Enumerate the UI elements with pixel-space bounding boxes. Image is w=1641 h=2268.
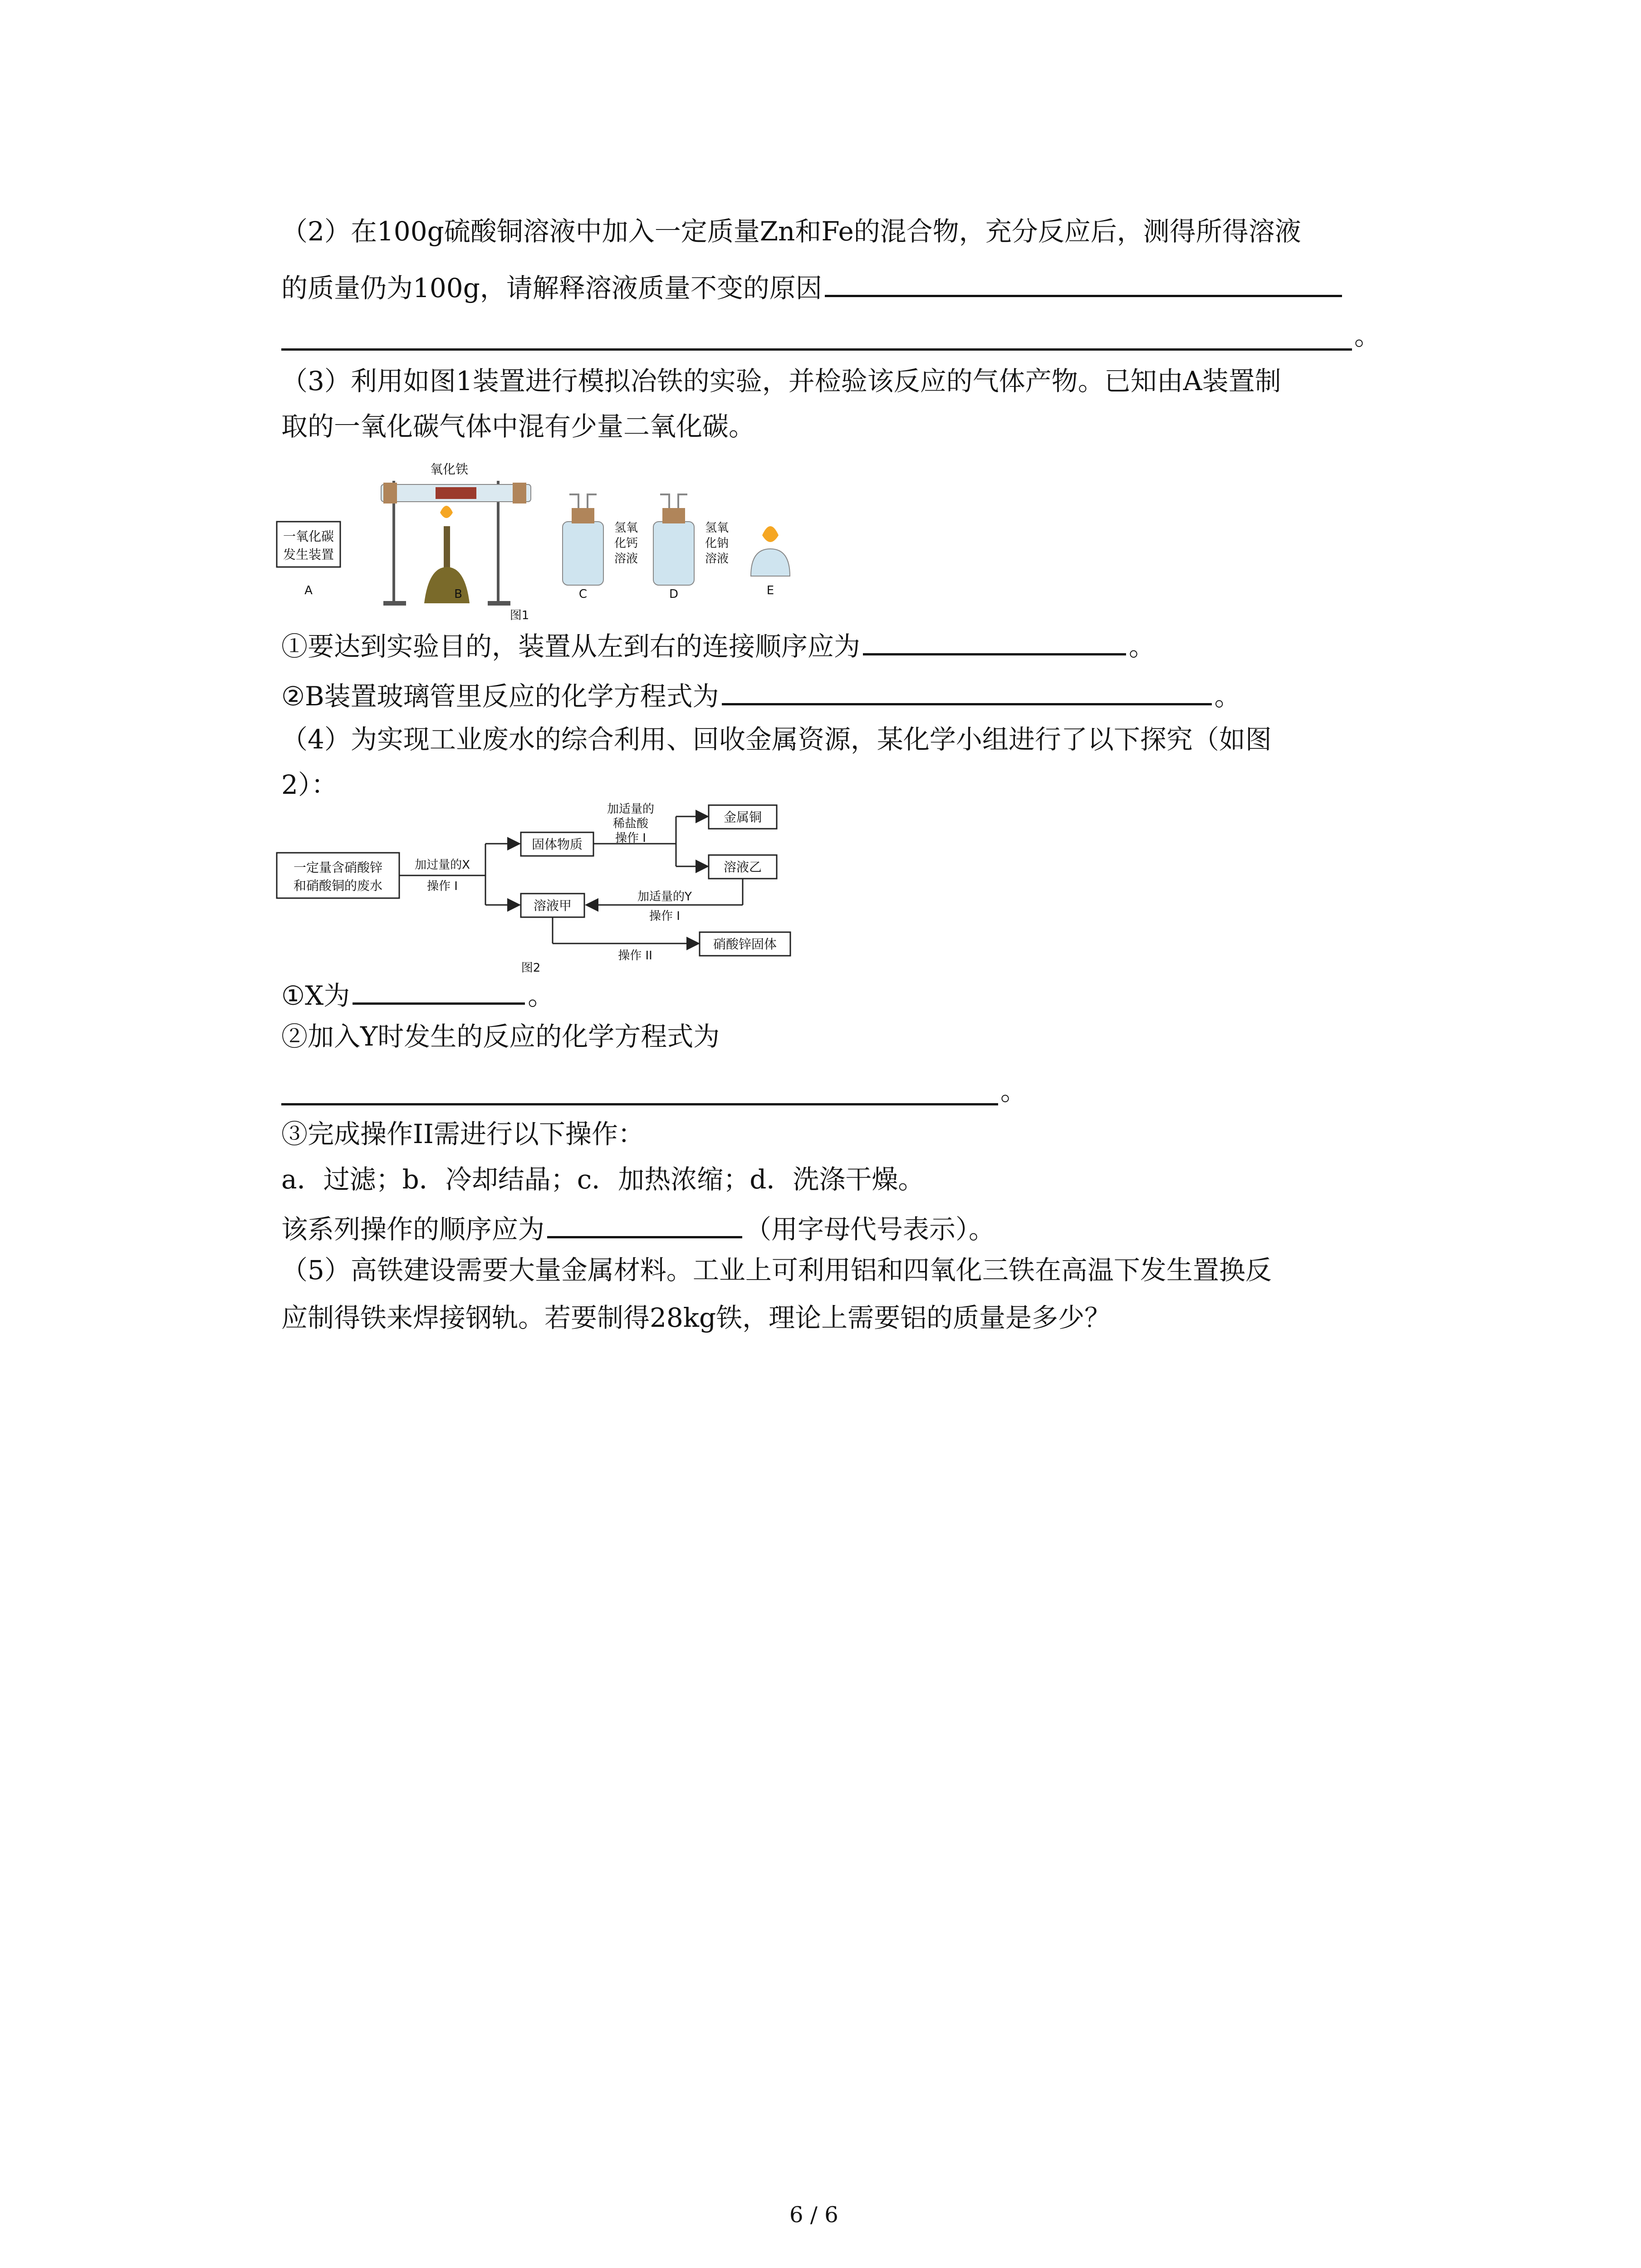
q3-line2: 取的一氧化碳气体中混有少量二氧化碳。 xyxy=(281,411,755,442)
fig2-solid: 固体物质 xyxy=(531,837,583,852)
q4-line2: 2）： xyxy=(281,769,338,800)
fig2-arrow2-line2: 稀盐酸 xyxy=(612,817,649,831)
fig2-product: 硝酸锌固体 xyxy=(713,937,777,952)
q2-answer-blank-1[interactable] xyxy=(825,268,1342,297)
fig2-arrow3-top: 加适量的Y xyxy=(637,890,692,904)
q4-sub2-blank[interactable] xyxy=(281,1103,998,1105)
q3-sub2-suffix: 。 xyxy=(1214,681,1241,712)
q5-line1: （5）高铁建设需要大量金属材料。工业上可利用铝和四氧化三铁在高温下发生置换反 xyxy=(281,1255,1272,1286)
q5-line2: 应制得铁来焊接钢轨。若要制得28kg铁，理论上需要铝的质量是多少？ xyxy=(281,1302,1111,1333)
q4-order-blank[interactable] xyxy=(547,1209,742,1238)
fig2-arrow3-bottom: 操作 I xyxy=(649,909,680,923)
fig1-c-text-3: 溶液 xyxy=(614,552,638,566)
fig2-solution-b: 溶液乙 xyxy=(723,860,762,875)
fig1-label-c: C xyxy=(578,587,588,601)
q4-sub1 xyxy=(281,975,554,1014)
figure-2-flowchart xyxy=(272,803,798,975)
q4-sub1-text: ①X为 xyxy=(281,980,350,1011)
fig1-label-d: D xyxy=(669,587,679,601)
fig1-label-e: E xyxy=(766,584,774,597)
q3-sub2-text: ②B装置玻璃管里反应的化学方程式为 xyxy=(281,681,719,712)
fig1-box-a-line2: 发生装置 xyxy=(283,547,334,562)
q4-order-text: 该系列操作的顺序应为 xyxy=(281,1214,545,1245)
fig2-arrow2-line3: 操作 I xyxy=(615,831,646,845)
fig2-caption: 图2 xyxy=(521,961,541,975)
q4-order xyxy=(281,1209,995,1247)
fig2-arrow1-bottom: 操作 I xyxy=(427,880,458,893)
q3-sub1-suffix: 。 xyxy=(1129,631,1156,662)
q3-sub1 xyxy=(281,626,1155,665)
fig1-d-text-1: 氢氧 xyxy=(705,521,729,535)
fig1-top-label: 氧化铁 xyxy=(430,462,469,477)
q2-period: 。 xyxy=(1354,320,1381,351)
fig2-arrow1-top: 加过量的X xyxy=(415,858,470,872)
q4-sub1-blank[interactable] xyxy=(353,975,525,1005)
q4-sub2-suffix: 。 xyxy=(1000,1075,1027,1106)
q3-sub1-text: ①要达到实验目的，装置从左到右的连接顺序应为 xyxy=(281,631,861,662)
q2-line1: （2）在100g硫酸铜溶液中加入一定质量Zn和Fe的混合物，充分反应后，测得所得溶液 xyxy=(281,216,1301,247)
q4-order-suffix: （用字母代号表示）。 xyxy=(745,1214,995,1245)
q3-line1: （3）利用如图1装置进行模拟冶铁的实验，并检验该反应的气体产物。已知由A装置制 xyxy=(281,366,1281,396)
q4-sub2: ②加入Y时发生的反应的化学方程式为 xyxy=(281,1021,720,1052)
fig2-solution-a: 溶液甲 xyxy=(533,898,572,913)
fig1-caption: 图1 xyxy=(509,609,529,622)
q3-sub2 xyxy=(281,676,1241,714)
fig2-start-line1: 一定量含硝酸锌 xyxy=(293,860,383,875)
fig1-label-b: B xyxy=(454,587,462,601)
q3-sub1-blank[interactable] xyxy=(863,626,1126,655)
page-number: 6 / 6 xyxy=(789,2202,838,2228)
q4-line1: （4）为实现工业废水的综合利用、回收金属资源，某化学小组进行了以下探究（如图 xyxy=(281,724,1272,755)
q2-line2 xyxy=(281,268,1345,306)
fig1-d-text-3: 溶液 xyxy=(705,552,729,566)
fig2-arrow4: 操作 II xyxy=(618,949,652,963)
q4-sub1-suffix: 。 xyxy=(528,980,554,1011)
q2-answer-blank-2[interactable] xyxy=(281,348,1352,351)
q2-line2-text: 的质量仍为100g，请解释溶液质量不变的原因 xyxy=(281,273,822,303)
fig1-d-text-2: 化钠 xyxy=(705,537,729,550)
q3-sub2-blank[interactable] xyxy=(722,676,1212,705)
fig1-c-text-2: 化钙 xyxy=(614,537,638,550)
figure-1-apparatus xyxy=(272,454,844,644)
q4-ops: a．过滤；b．冷却结晶；c．加热浓缩；d．洗涤干燥。 xyxy=(281,1164,925,1195)
fig2-start-line2: 和硝酸铜的废水 xyxy=(293,878,383,893)
fig2-copper: 金属铜 xyxy=(723,810,762,825)
fig2-arrow2-line1: 加适量的 xyxy=(607,803,655,816)
fig1-label-a: A xyxy=(304,584,313,597)
q4-sub3: ③完成操作II需进行以下操作： xyxy=(281,1119,644,1149)
fig1-box-a-line1: 一氧化碳 xyxy=(283,529,334,544)
fig1-c-text-1: 氢氧 xyxy=(614,521,638,535)
